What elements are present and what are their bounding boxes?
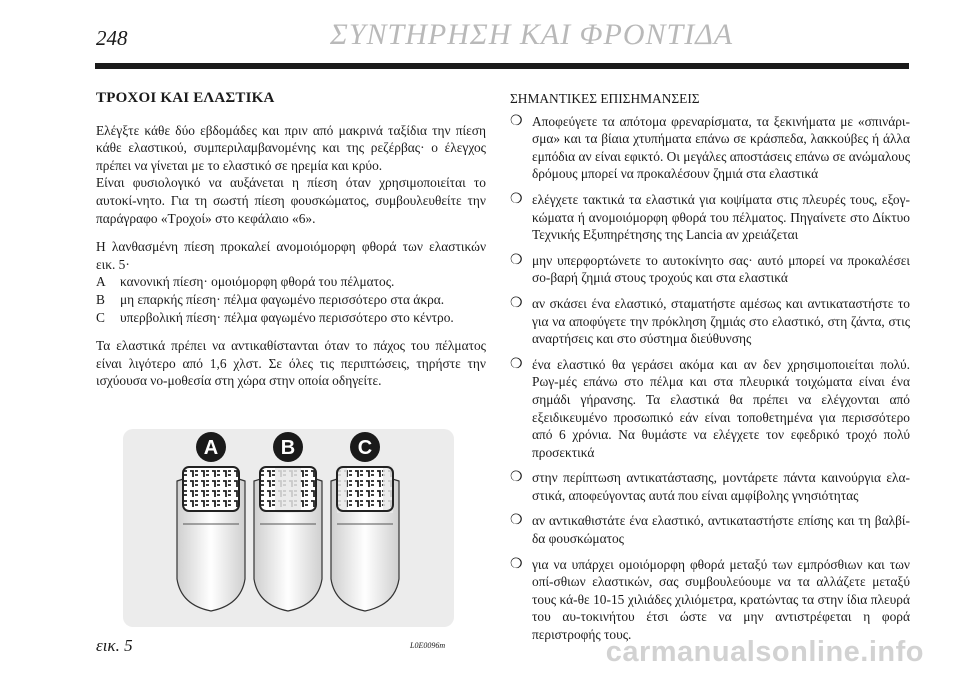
bullet-circle-icon: ❍	[510, 252, 523, 268]
bullet-circle-icon: ❍	[510, 513, 523, 529]
bullet-item	[510, 295, 910, 348]
page-number: 248	[96, 26, 128, 50]
list-letter: A	[96, 274, 106, 290]
paragraph: Ελέγξτε κάθε δύο εβδομάδες και πριν από μακρινά ταξίδια την πίεση κάθε ελαστικού, συμπεριλαμβανομένης και της ρεζέρβας· ο έλεγχος πρέπει να γίνεται με το ελαστικό σε ηρεμία και κρύο.	[96, 122, 486, 173]
page-header-title: ΣΥΝΤΗΡΗΣΗ ΚΑΙ ΦΡΟΝΤΙΔΑ	[330, 18, 734, 51]
bullet-item	[510, 512, 910, 547]
tyre-a	[177, 467, 245, 611]
figure-code: L0E0096m	[410, 641, 446, 650]
bullet-item	[510, 191, 910, 244]
paragraph: Είναι φυσιολογικό να αυξάνεται η πίεση όταν χρησιμοποιείται το αυτοκί-νητο. Για τη σωστή πίεση φουσκώματος, συμβουλευθείτε την παράγραφο «Τροχοί» στο κεφάλαιο «6».	[96, 175, 486, 226]
watermark[interactable]: carmanualsonline.info	[605, 636, 924, 668]
bullet-text: στην περίπτωση αντικατάστασης, μοντάρετε πάντα καινούργια ελα-στικά, αποφεύγοντας αυτά που είναι αμφίβολης γνησιότητας	[532, 470, 910, 503]
list-text: υπερβολική πίεση· πέλμα φαγωμένο περισσότερο στο κέντρο.	[120, 309, 454, 325]
list-letter: C	[96, 309, 105, 325]
bullet-circle-icon: ❍	[510, 556, 523, 572]
label-a	[196, 432, 226, 462]
bullet-text: αν αντικαθιστάτε ένα ελαστικό, αντικαταστήστε επίσης και τη βαλβί-δα φουσκώματος	[532, 513, 910, 547]
bullet-circle-icon: ❍	[510, 191, 523, 207]
header-rule	[95, 63, 909, 69]
bullet-item	[510, 556, 910, 644]
svg-text:B: B	[280, 437, 296, 459]
bullet-item	[510, 356, 910, 462]
svg-text:A: A	[203, 437, 219, 459]
bullet-text: ένα ελαστικό θα γεράσει ακόμα και αν δεν χρησιμοποιείται πολύ. Ρωγ-μές επάνω στο πέλμα και στα πλευρικά τοιχώματα είναι ένα σημάδι γήρανσης. Τα ελαστικά θα πρέπει να ελέγχονται από εξειδικευμένο προσωπικό εάν είναι τοποθετημένα για περισσότερο από 6 χρόνια. Να θυμάστε να ελέγχετε τον εφεδρικό τροχό πολύ προσεκτικά	[532, 356, 910, 460]
svg-text:C: C	[357, 437, 373, 459]
left-column	[96, 90, 486, 390]
bullet-circle-icon: ❍	[510, 356, 523, 372]
bullet-text: για να υπάρχει ομοιόμορφη φθορά μεταξύ των εμπρόσθιων και των οπί-σθιων ελαστικών, σας συμβουλεύουμε να τα αλλάζετε μεταξύ τους κά-θε 10-15 χιλιάδες χιλιόμετρα, κρατώντας τα στην ίδια πλευρά του αυ-τοκινήτου έτσι ώστε να μην αντιστρέφεται η φορά περιστροφής τους.	[532, 556, 910, 643]
notes-title: ΣΗΜΑΝΤΙΚΕΣ ΕΠΙΣΗΜΑΝΣΕΙΣ	[510, 91, 700, 106]
tyre-c	[331, 465, 399, 611]
label-b	[273, 432, 303, 462]
list-text: μη επαρκής πίεση· πέλμα φαγωμένο περισσότερο στα άκρα.	[120, 291, 445, 307]
figure-caption: εικ. 5	[96, 636, 133, 655]
paragraph: Τα ελαστικά πρέπει να αντικαθίστανται όταν το πάχος του πέλματος είναι λιγότερο από 1,6 χλστ. Σε όλες τις περιπτώσεις, τηρήστε την ισχύουσα νο-μοθεσία στη χώρα στην οποία οδηγείτε.	[96, 338, 486, 389]
bullet-circle-icon: ❍	[510, 295, 523, 311]
right-column	[510, 90, 910, 652]
tyre-wear-figure	[123, 429, 454, 627]
bullet-circle-icon: ❍	[510, 113, 523, 129]
list-text: κανονική πίεση· ομοιόμορφη φθορά του πέλματος.	[120, 274, 395, 290]
bullet-item	[510, 252, 910, 287]
bullet-item	[510, 469, 910, 504]
bullet-item	[510, 113, 910, 183]
bullet-circle-icon: ❍	[510, 470, 523, 486]
paragraph: Η λανθασμένη πίεση προκαλεί ανομοιόμορφη φθορά των ελαστικών εικ. 5·	[96, 239, 486, 272]
bullet-text: ελέγχετε τακτικά τα ελαστικά για κοψίματα στις πλευρές τους, εξογ-κώματα ή ανομοιόμορφη φθορά του πέλματος. Πηγαίνετε στο Δίκτυο Τεχνικής Εξυπηρέτησης της Lancia αν χρειάζεται	[532, 191, 910, 243]
list-item	[96, 291, 486, 309]
label-c	[350, 432, 380, 462]
bullet-text: αν σκάσει ένα ελαστικό, σταματήστε αμέσως και αντικαταστήστε το για να αποφύγετε την πρόκληση ζημιάς στο ελαστικό, στη ζάντα, στις αναρτήσεις και στο σύστημα διεύθυνσης	[532, 295, 910, 347]
bullet-text: Αποφεύγετε τα απότομα φρεναρίσματα, τα ξεκινήματα με «σπινάρι-σμα» και τα βίαια χτυπήματα επάνω σε κράσπεδα, λακκούβες ή άλλα εμπόδια αν είναι εφικτό. Οι μεγάλες αποστάσεις επάνω σε ανώμαλους δρόμους μπορεί να προκαλέσουν ζημιά στα ελαστικά	[532, 113, 910, 182]
list-item	[96, 273, 486, 291]
list-item	[96, 309, 486, 327]
list-letter: B	[96, 291, 105, 307]
tyre-b	[254, 465, 322, 611]
section-title: ΤΡΟΧΟΙ ΚΑΙ ΕΛΑΣΤΙΚΑ	[96, 90, 275, 106]
tyre-wear-illustration	[123, 429, 454, 627]
bullet-text: μην υπερφορτώνετε το αυτοκίνητο σας· αυτό μπορεί να προκαλέσει σο-βαρή ζημιά στους τροχούς και στα ελαστικά	[532, 252, 910, 286]
